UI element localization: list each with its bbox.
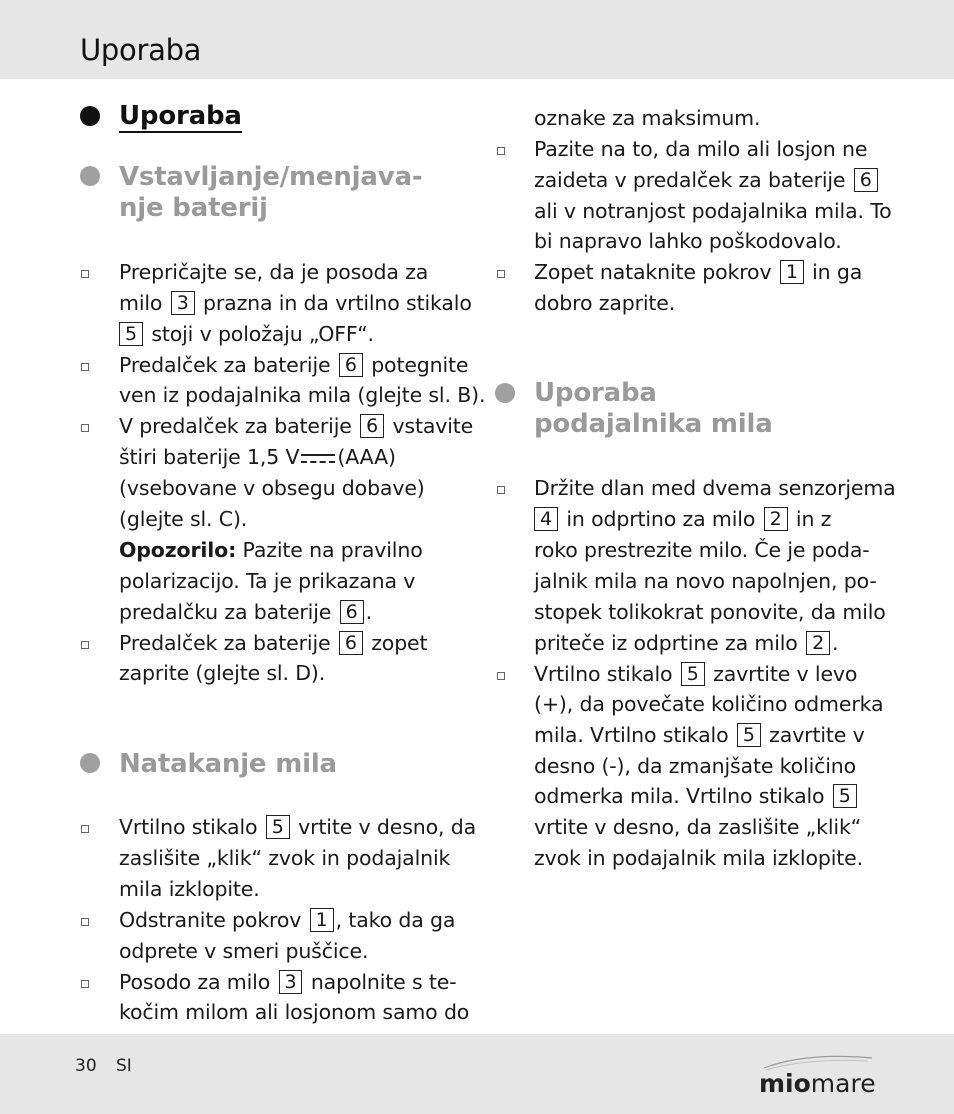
list-bullet	[81, 980, 89, 988]
list-bullet	[497, 147, 505, 155]
list-item-text: zvok in podajalnik mila izklopite.	[534, 846, 863, 870]
part-ref: 2	[764, 507, 788, 531]
list-bullet	[81, 641, 89, 649]
list-bullet	[81, 918, 89, 926]
part-ref: 6	[339, 353, 363, 377]
section-heading-main: Uporaba	[119, 101, 242, 131]
part-ref: 6	[854, 168, 878, 192]
list-item-text: (glejte sl. C).	[119, 507, 248, 531]
list-bullet	[81, 270, 89, 278]
subsection-heading-use-l1: Uporaba	[534, 378, 657, 408]
list-item-text: Držite dlan med dvema senzorjema	[534, 476, 896, 500]
list-item-text: Pazite na to, da milo ali losjon ne	[534, 137, 868, 161]
part-ref: 4	[534, 507, 558, 531]
list-item-text: oznake za maksimum.	[534, 106, 761, 130]
part-ref: 3	[279, 970, 303, 994]
subsection-heading-filling: Natakanje mila	[119, 749, 337, 779]
part-ref: 5	[266, 815, 290, 839]
list-bullet	[497, 672, 505, 680]
part-ref: 6	[340, 600, 364, 624]
subsection-heading-batteries-l1: Vstavljanje/menjava-	[119, 162, 423, 192]
subsection-bullet-dot	[495, 383, 515, 403]
list-item-text: 5 stoji v položaju „OFF“.	[117, 319, 374, 350]
list-item-text: Odstranite pokrov 1 , tako da ga	[119, 908, 456, 932]
logo-wordmark: miomare	[759, 1069, 876, 1098]
list-bullet	[81, 424, 89, 432]
part-ref: 5	[737, 723, 761, 747]
list-item-text: Predalček za baterije 6 potegnite	[119, 353, 469, 377]
list-item-text: Zopet nataknite pokrov 1 in ga	[534, 260, 863, 284]
subsection-heading-use-l2: podajalnika mila	[534, 409, 773, 439]
list-bullet	[497, 270, 505, 278]
subsection-heading-batteries-l2: nje baterij	[119, 193, 268, 223]
dc-symbol-icon	[301, 452, 335, 464]
list-item-text: bi napravo lahko poškodovalo.	[534, 229, 842, 253]
part-ref: 5	[681, 662, 705, 686]
warning-text: predalčku za baterije 6 .	[119, 600, 372, 624]
part-ref: 1	[310, 908, 334, 932]
list-item-text: ali v notranjost podajalnika mila. To	[534, 199, 892, 223]
part-ref: 6	[360, 414, 384, 438]
part-ref: 2	[806, 631, 830, 655]
list-item-text: (+), da povečate količino odmerka	[534, 692, 884, 716]
part-ref: 5	[119, 322, 143, 346]
list-bullet	[81, 363, 89, 371]
list-item-text: zaprite (glejte sl. D).	[119, 661, 326, 685]
list-item-text: jalnik mila na novo napolnjen, po-	[534, 569, 877, 593]
list-item-text: štiri baterije 1,5 V (AAA)	[119, 445, 396, 469]
list-item-text: zaslišite „klik“ zvok in podajalnik	[119, 846, 451, 870]
subsection-bullet-dot	[80, 753, 100, 773]
list-item-text: roko prestrezite milo. Če je poda-	[534, 538, 870, 562]
list-item-text: Prepričajte se, da je posoda za	[119, 260, 429, 284]
list-item-text: Predalček za baterije 6 zopet	[119, 631, 428, 655]
part-ref: 3	[171, 291, 195, 315]
list-item-text: Vrtilno stikalo 5 vrtite v desno, da	[119, 815, 476, 839]
list-item-text: 4 in odprtino za milo 2 in z	[532, 504, 831, 535]
part-ref: 1	[780, 260, 804, 284]
list-item-text: desno (-), da zmanjšate količino	[534, 754, 857, 778]
warning-label: Opozorilo:	[119, 538, 237, 562]
subsection-bullet-dot	[80, 166, 100, 186]
warning-text: polarizacijo. Ta je prikazana v	[119, 569, 416, 593]
list-item-text: kočim milom ali losjonom samo do	[119, 1000, 470, 1024]
list-item-text: dobro zaprite.	[534, 291, 676, 315]
part-ref: 6	[339, 631, 363, 655]
list-item-text: odmerka mila. Vrtilno stikalo 5	[534, 781, 859, 812]
list-item-text: (vsebovane v obsegu dobave)	[119, 476, 425, 500]
page-number: 30	[75, 1056, 97, 1076]
part-ref: 5	[833, 784, 857, 808]
list-item-text: vrtite v desno, da zaslišite „klik“	[534, 815, 862, 839]
list-item-text: V predalček za baterije 6 vstavite	[119, 414, 474, 438]
list-item-text: mila. Vrtilno stikalo 5 zavrtite v	[534, 723, 865, 747]
miomare-logo	[756, 1048, 876, 1098]
page-language: SI	[116, 1056, 132, 1076]
list-bullet	[497, 486, 505, 494]
section-bullet-dot	[80, 106, 100, 126]
list-item-text: priteče iz odprtine za milo 2 .	[534, 631, 839, 655]
list-item-text: stopek tolikokrat ponovite, da milo	[534, 600, 886, 624]
list-item-text: milo 3 prazna in da vrtilno stikalo	[119, 291, 472, 315]
page-header-title: Uporaba	[80, 33, 202, 67]
list-item-text: Vrtilno stikalo 5 zavrtite v levo	[534, 662, 858, 686]
list-item-text: Posodo za milo 3 napolnite s te-	[119, 970, 457, 994]
list-item-text: mila izklopite.	[119, 877, 260, 901]
warning-text: Opozorilo: Pazite na pravilno	[119, 538, 423, 562]
list-item-text: ven iz podajalnika mila (glejte sl. B).	[119, 383, 486, 407]
list-item-text: zaideta v predalček za baterije 6	[534, 165, 880, 196]
list-item-text: odprete v smeri puščice.	[119, 939, 369, 963]
list-bullet	[81, 825, 89, 833]
